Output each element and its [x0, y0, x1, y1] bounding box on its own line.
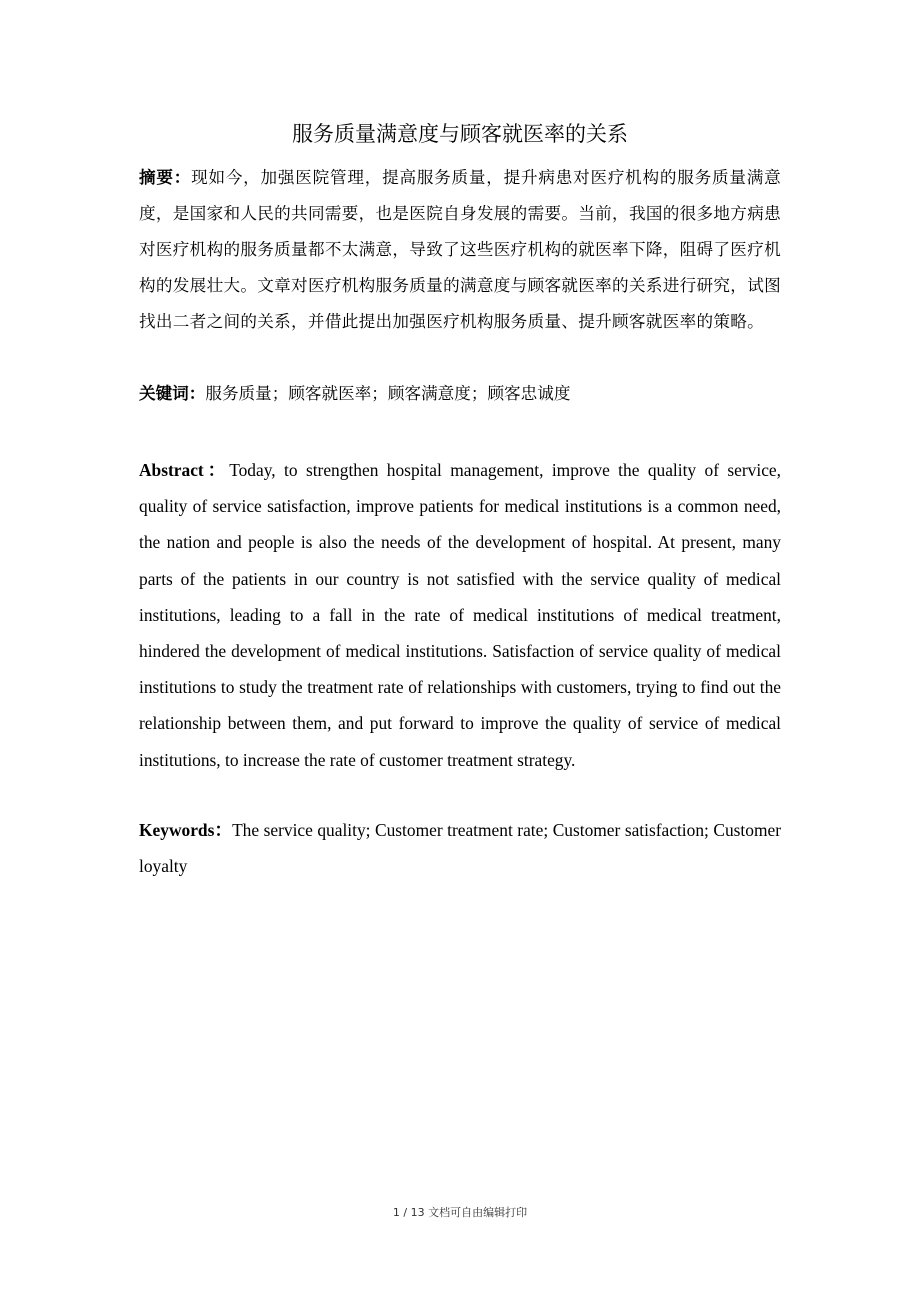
- chinese-abstract-label: 摘要：: [139, 168, 192, 187]
- english-abstract-text: Today, to strengthen hospital management, improve the quality of service, quality of service satisfaction, improve patients for medical institutions is a common need, the nation and people is also the needs of the development of hospital. At present, many parts of the patients in our country is not satisfied with the service quality of medical institutions, leading to a fall in the rate of medical institutions of medical treatment, hindered the development of medical institutions. Satisfaction of service quality of medical institutions to study the treatment rate of relationships with customers, trying to find out the relationship between them, and put forward to improve the quality of service of medical institutions, to increase the rate of customer treatment strategy.: [139, 460, 781, 770]
- chinese-abstract-text: 现如今，加强医院管理，提高服务质量，提升病患对医疗机构的服务质量满意度，是国家和人民的共同需要，也是医院自身发展的需要。当前，我国的很多地方病患对医疗机构的服务质量都不太满意，导致了这些医疗机构的就医率下降，阻碍了医疗机构的发展壮大。文章对医疗机构服务质量的满意度与顾客就医率的关系进行研究，试图找出二者之间的关系，并借此提出加强医疗机构服务质量、提升顾客就医率的策略。: [139, 168, 781, 331]
- chinese-keywords-label: 关键词：: [139, 384, 206, 403]
- english-keywords: [139, 812, 781, 884]
- chinese-abstract-paragraph: [139, 160, 781, 340]
- page-title: 服务质量满意度与顾客就医率的关系: [292, 122, 628, 146]
- page-footer: 1 / 13 文档可自由编辑打印: [392, 1206, 528, 1219]
- english-abstract: [139, 452, 781, 778]
- english-keywords-text: The service quality; Customer treatment rate; Customer satisfaction; Customer loyalty: [139, 820, 781, 877]
- english-abstract-label: Abstract：: [139, 460, 230, 480]
- english-keywords-label: Keywords：: [139, 820, 233, 840]
- chinese-keywords: [139, 376, 781, 412]
- chinese-keywords-text: 服务质量；顾客就医率；顾客满意度；顾客忠诚度: [205, 384, 571, 403]
- chinese-abstract: [139, 160, 781, 340]
